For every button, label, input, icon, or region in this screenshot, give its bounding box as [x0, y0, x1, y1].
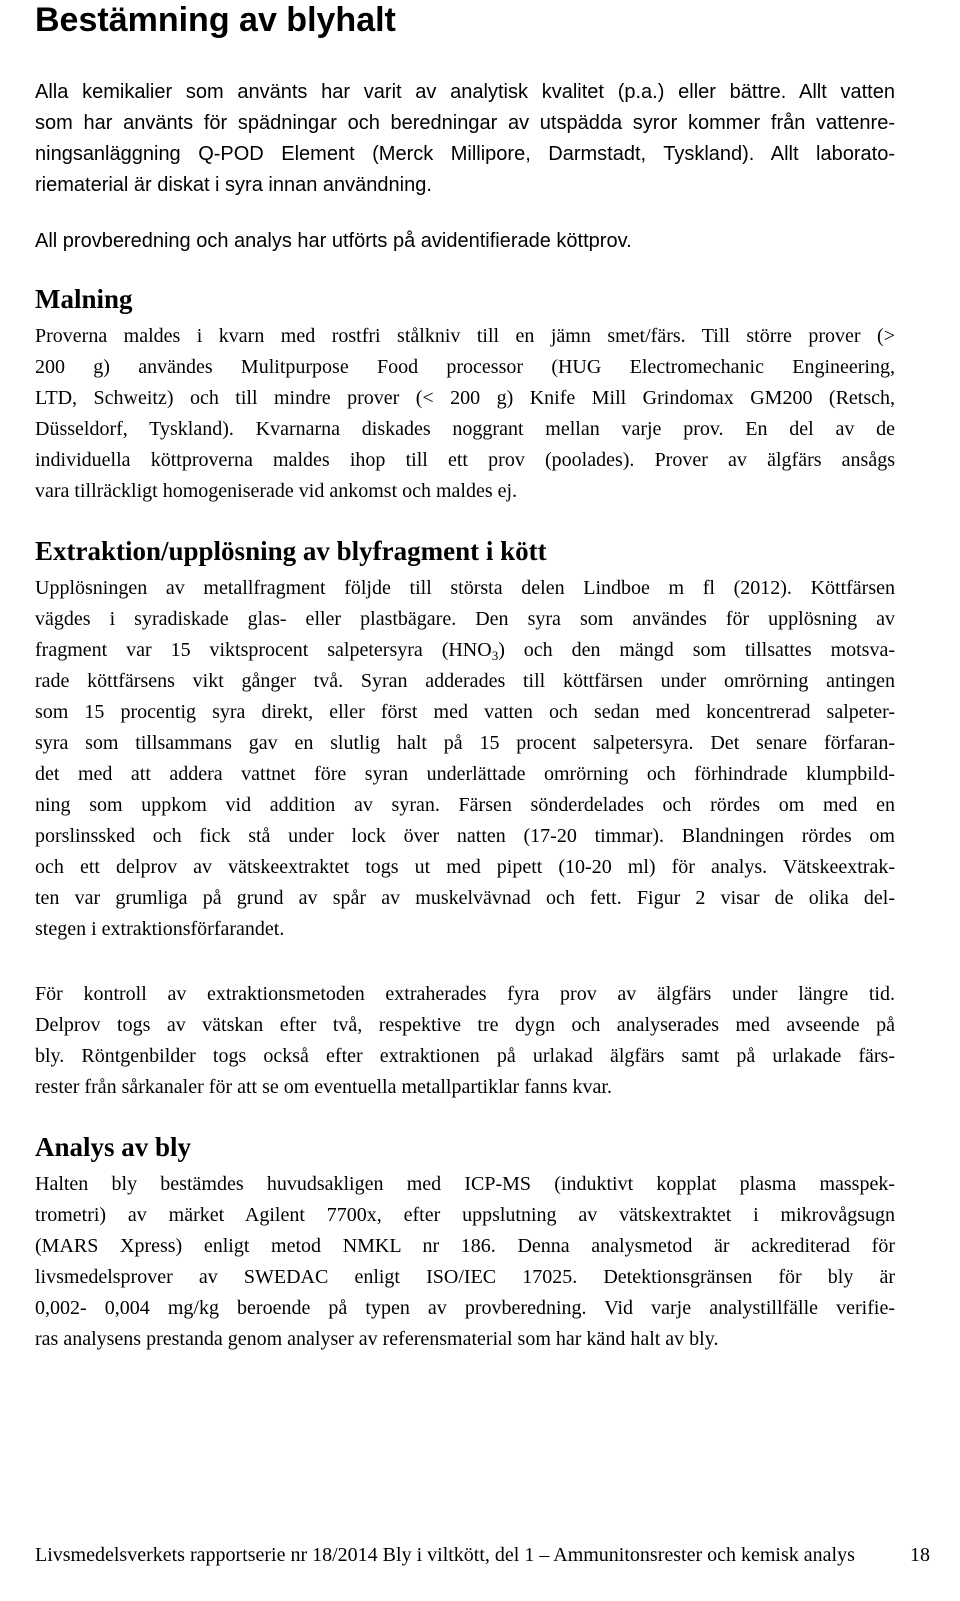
intro-paragraph-2 — [35, 226, 895, 257]
footer-text: Livsmedelsverkets rapportserie nr 18/2014 Bly i viltkött, del 1 – Ammunitonsrester och kemisk analys — [35, 1544, 855, 1566]
section-heading: Extraktion/upplösning av blyfragment i kött — [35, 536, 547, 566]
page-footer — [35, 1541, 930, 1569]
text-line: 200 g) användes Mulitpurpose Food processor (HUG Electromechanic Engineering, — [35, 356, 895, 378]
text-line: trometri) av märket Agilent 7700x, efter uppslutning av vätskextraktet i mikrovågsugn — [35, 1204, 895, 1226]
text-line: ning som uppkom vid addition av syran. Färsen sönderdelades och rördes om med en — [35, 794, 895, 816]
section-analys — [35, 1131, 895, 1163]
text-line: Delprov togs av vätskan efter två, respektive tre dygn och analyserades med avseende på — [35, 1014, 895, 1036]
text-line: stegen i extraktionsförfarandet. — [35, 918, 285, 940]
text-line: riematerial är diskat i syra innan användning. — [35, 174, 432, 196]
section-malning — [35, 283, 895, 315]
section-heading: Analys av bly — [35, 1132, 192, 1162]
section-extraktion — [35, 535, 895, 567]
formula-line — [35, 635, 895, 666]
text-line: ten var grumliga på grund av spår av muskelvävnad och fett. Figur 2 visar de olika del- — [35, 887, 895, 909]
malning-paragraph — [35, 321, 895, 507]
text-line: ras analysens prestanda genom analyser av referensmaterial som har känd halt av bly. — [35, 1328, 719, 1350]
text-line: rade köttfärsens vikt gånger två. Syran adderades till köttfärsen under omrörning antingen — [35, 670, 895, 692]
text-line: det med att addera vattnet före syran underlättade omrörning och förhindrade klumpbild- — [35, 763, 895, 785]
text-line: Upplösningen av metallfragment följde till största delen Lindboe m fl (2012). Köttfärsen — [35, 577, 895, 599]
intro-paragraph — [35, 77, 895, 201]
text-line: ningsanläggning Q-POD Element (Merck Millipore, Darmstadt, Tyskland). Allt laborato- — [35, 143, 895, 165]
text-line: livsmedelsprover av SWEDAC enligt ISO/IEC 17025. Detektionsgränsen för bly är — [35, 1266, 895, 1288]
text-line: Alla kemikalier som använts har varit av analytisk kvalitet (p.a.) eller bättre. Allt vatten — [35, 81, 895, 103]
text-line: bly. Röntgenbilder togs också efter extraktionen på urlakad älgfärs samt på urlakade färs- — [35, 1045, 895, 1067]
formula-text-before: fragment var 15 viktsprocent salpetersyra (HNO — [35, 639, 492, 661]
text-line: porslinssked och fick stå under lock över natten (17-20 timmar). Blandningen rördes om — [35, 825, 895, 847]
text-line: vägdes i syradiskade glas- eller plastbägare. Den syra som användes för upplösning av — [35, 608, 895, 630]
text-line: LTD, Schweitz) och till mindre prover (< 200 g) Knife Mill Grindomax GM200 (Retsch, — [35, 387, 895, 409]
section-heading: Malning — [35, 284, 133, 314]
text-line: som har använts för spädningar och beredningar av utspädda syror kommer från vattenre- — [35, 112, 895, 134]
text-line: syra som tillsammans gav en slutlig halt på 15 procent salpetersyra. Det senare förfaran- — [35, 732, 895, 754]
text-line: Proverna maldes i kvarn med rostfri stålkniv till en jämn smet/färs. Till större prover (> — [35, 325, 895, 347]
text-line: vara tillräckligt homogeniserade vid ankomst och maldes ej. — [35, 480, 518, 502]
text-line: Halten bly bestämdes huvudsakligen med ICP-MS (induktivt kopplat plasma masspek- — [35, 1173, 895, 1195]
text-line: För kontroll av extraktionsmetoden extraherades fyra prov av älgfärs under längre tid. — [35, 983, 895, 1005]
extraktion-paragraph — [35, 573, 895, 945]
text-line: individuella köttproverna maldes ihop till ett prov (poolades). Prover av älgfärs ansågs — [35, 449, 895, 471]
page-number: 18 — [910, 1544, 930, 1566]
formula-text-after: ) och den mängd som tillsattes motsva- — [498, 639, 896, 661]
page-title: Bestämning av blyhalt — [35, 1, 396, 39]
text-line: 0,002- 0,004 mg/kg beroende på typen av provberedning. Vid varje analystillfälle verifie- — [35, 1297, 895, 1319]
text-line: All provberedning och analys har utförts på avidentifierade köttprov. — [35, 230, 632, 252]
text-line: som 15 procentig syra direkt, eller först med vatten och sedan med koncentrerad salpeter- — [35, 701, 895, 723]
text-line: rester från sårkanaler för att se om eventuella metallpartiklar fanns kvar. — [35, 1076, 612, 1098]
text-line: (MARS Xpress) enligt metod NMKL nr 186. Denna analysmetod är ackrediterad för — [35, 1235, 895, 1257]
formula-subscript: 3 — [491, 648, 499, 663]
text-line: och ett delprov av vätskeextraktet togs ut med pipett (10-20 ml) för analys. Vätskeextrak- — [35, 856, 895, 878]
kontroll-paragraph — [35, 979, 895, 1103]
text-line: Düsseldorf, Tyskland). Kvarnarna diskades noggrant mellan varje prov. En del av de — [35, 418, 895, 440]
analys-paragraph — [35, 1169, 895, 1355]
